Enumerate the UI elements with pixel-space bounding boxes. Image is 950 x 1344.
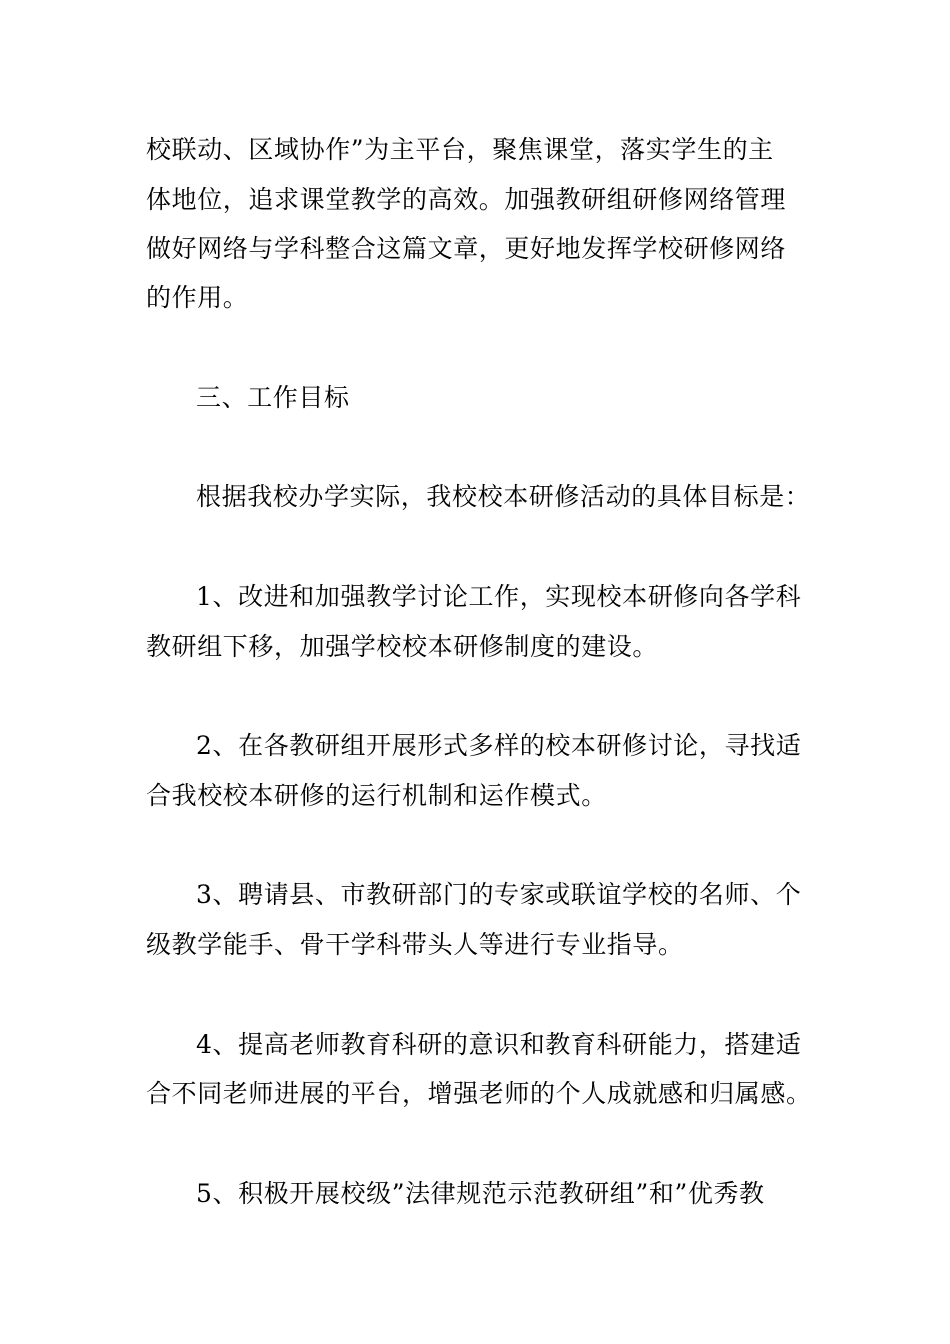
- goal-line: 合不同老师进展的平台，增强老师的个人成就感和归属感。: [146, 1079, 812, 1108]
- goal-line: 级教学能手、骨干学科带头人等进行专业指导。: [146, 930, 684, 959]
- section-heading: 三、工作目标: [196, 383, 350, 412]
- paragraph-line: 的作用。: [146, 283, 249, 312]
- paragraph-line: 体地位，追求课堂教学的高效。加强教研组研修网络管理: [146, 185, 787, 214]
- goal-line: 2、在各教研组开展形式多样的校本研修讨论，寻找适: [196, 731, 802, 760]
- paragraph-line: 做好网络与学科整合这篇文章，更好地发挥学校研修网络: [146, 234, 787, 263]
- paragraph-line: 校联动、区域协作”为主平台，聚焦课堂，落实学生的主: [146, 135, 774, 164]
- goal-line: 教研组下移，加强学校校本研修制度的建设。: [146, 632, 659, 661]
- goal-line: 合我校校本研修的运行机制和运作模式。: [146, 781, 607, 810]
- lead-sentence: 根据我校办学实际，我校校本研修活动的具体目标是：: [196, 482, 811, 511]
- goal-line: 3、聘请县、市教研部门的专家或联谊学校的名师、个: [196, 880, 802, 909]
- goal-line: 4、提高老师教育科研的意识和教育科研能力，搭建适: [196, 1030, 802, 1059]
- goal-line: 1、改进和加强教学讨论工作，实现校本研修向各学科: [196, 582, 802, 611]
- goal-line: 5、积极开展校级”法律规范示范教研组”和”优秀教: [196, 1179, 765, 1208]
